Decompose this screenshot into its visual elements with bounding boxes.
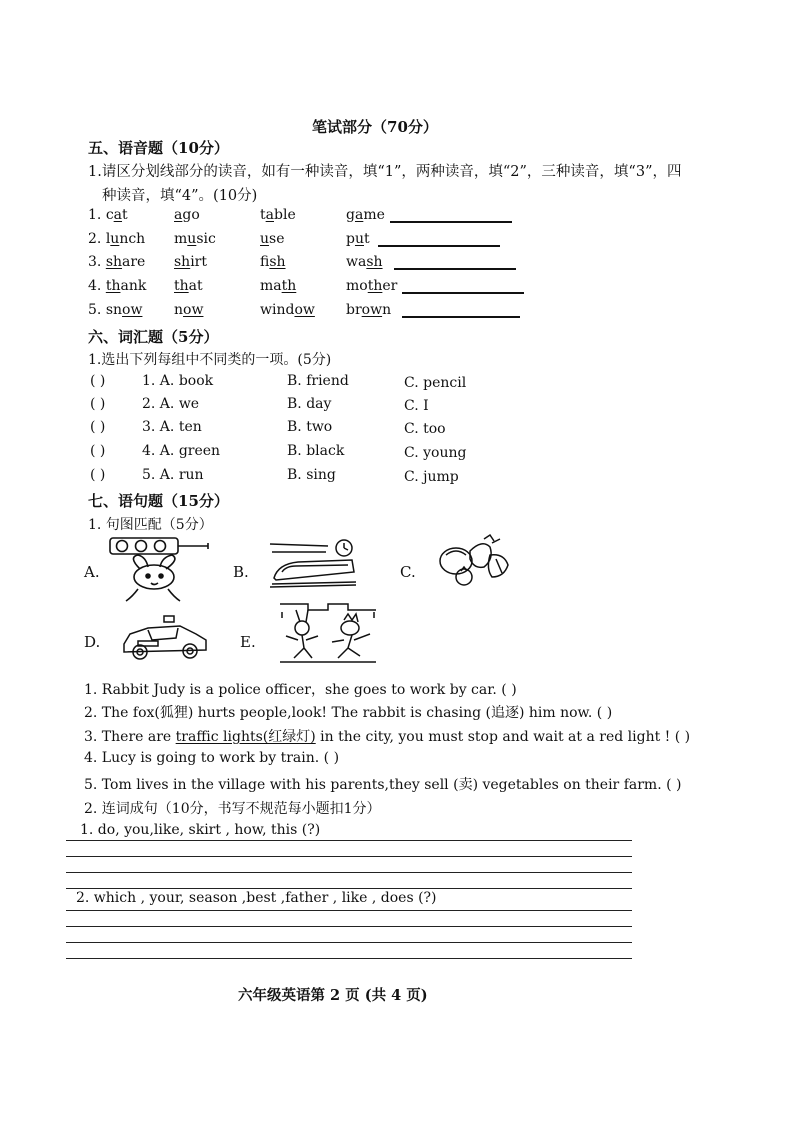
page-footer: 六年级英语第 2 页 (共 4 页) bbox=[238, 987, 428, 1004]
phonics-word: 1. cat bbox=[88, 207, 128, 223]
picture-d-police-car bbox=[118, 614, 210, 664]
answer-line bbox=[66, 942, 632, 943]
page-title: 笔试部分（70分） bbox=[312, 118, 438, 136]
phonics-word: 3. share bbox=[88, 254, 146, 270]
phonics-word: music bbox=[174, 231, 216, 247]
answer-line bbox=[66, 958, 632, 959]
phonics-word: wash bbox=[346, 254, 383, 270]
vocab-option-b: B. day bbox=[287, 396, 332, 412]
match-sentence-2: 2. The fox(狐狸) hurts people,look! The rabbit is chasing (追逐) him now. ( ) bbox=[84, 705, 613, 721]
phonics-word: brown bbox=[346, 302, 392, 318]
answer-line bbox=[66, 910, 632, 911]
match-sentence-3: 3. There are traffic lights(红绿灯) in the city, you must stop and wait at a red light ! ( ) bbox=[84, 729, 691, 745]
answer-paren[interactable]: ( ) bbox=[90, 443, 106, 459]
section7-heading: 七、语句题（15分） bbox=[88, 492, 229, 510]
answer-line bbox=[66, 926, 632, 927]
picture-a-traffic-light-rabbit bbox=[108, 535, 218, 605]
picture-label-a: A. bbox=[84, 563, 100, 581]
vocab-option-a: 1. A. book bbox=[142, 373, 214, 389]
section7-sub1: 1. 句图匹配（5分） bbox=[88, 517, 213, 533]
picture-e-rabbit-chasing-fox bbox=[278, 600, 378, 666]
section6-instruction: 1.选出下列每组中不同类的一项。(5分) bbox=[88, 352, 332, 368]
picture-label-e: E. bbox=[240, 633, 256, 651]
phonics-word: put bbox=[346, 231, 370, 247]
vocab-option-c: C. too bbox=[404, 421, 446, 437]
phonics-word: 2. lunch bbox=[88, 231, 146, 247]
phonics-word: table bbox=[260, 207, 296, 223]
phonics-answer-blank[interactable] bbox=[402, 316, 520, 318]
phonics-answer-blank[interactable] bbox=[390, 221, 512, 223]
vocab-option-a: 2. A. we bbox=[142, 396, 200, 412]
phonics-answer-blank[interactable] bbox=[394, 268, 516, 270]
phonics-word: window bbox=[260, 302, 315, 318]
vocab-option-b: B. sing bbox=[287, 467, 336, 483]
answer-paren[interactable]: ( ) bbox=[90, 396, 106, 412]
vocab-option-b: B. friend bbox=[287, 373, 349, 389]
word-order-question-2: 2. which , your, season ,best ,father , like , does (?) bbox=[76, 890, 437, 906]
answer-paren[interactable]: ( ) bbox=[90, 467, 106, 483]
vocab-option-a: 5. A. run bbox=[142, 467, 204, 483]
picture-b-train-clock bbox=[268, 538, 358, 588]
phonics-answer-blank[interactable] bbox=[402, 292, 524, 294]
vocab-option-c: C. jump bbox=[404, 469, 459, 485]
word-order-question-1: 1. do, you,like, skirt , how, this (?) bbox=[80, 822, 321, 838]
answer-line bbox=[66, 840, 632, 841]
phonics-word: 5. snow bbox=[88, 302, 143, 318]
phonics-word: math bbox=[260, 278, 297, 294]
section5-instruction-line2: 种读音，填“4”。(10分) bbox=[102, 188, 258, 204]
answer-line bbox=[66, 856, 632, 857]
vocab-option-c: C. I bbox=[404, 398, 429, 414]
phonics-word: now bbox=[174, 302, 204, 318]
phonics-word: mother bbox=[346, 278, 398, 294]
vocab-option-c: C. pencil bbox=[404, 375, 467, 391]
phonics-word: use bbox=[260, 231, 285, 247]
match-sentence-1: 1. Rabbit Judy is a police officer，she goes to work by car. ( ) bbox=[84, 682, 517, 698]
answer-line bbox=[66, 888, 632, 889]
picture-label-d: D. bbox=[84, 633, 101, 651]
phonics-answer-blank[interactable] bbox=[378, 245, 500, 247]
phonics-word: fish bbox=[260, 254, 286, 270]
phonics-word: 4. thank bbox=[88, 278, 147, 294]
section5-heading: 五、语音题（10分） bbox=[88, 139, 229, 157]
phonics-word: shirt bbox=[174, 254, 207, 270]
answer-paren[interactable]: ( ) bbox=[90, 419, 106, 435]
match-sentence-5: 5. Tom lives in the village with his parents,they sell (卖) vegetables on their farm. ( ) bbox=[84, 777, 682, 793]
section5-instruction-line1: 1.请区分划线部分的读音，如有一种读音，填“1”，两种读音，填“2”，三种读音，填“3”，四 bbox=[88, 164, 682, 180]
phonics-word: that bbox=[174, 278, 203, 294]
section6-heading: 六、词汇题（5分） bbox=[88, 328, 219, 346]
answer-line bbox=[66, 872, 632, 873]
vocab-option-a: 4. A. green bbox=[142, 443, 221, 459]
match-sentence-4: 4. Lucy is going to work by train. ( ) bbox=[84, 750, 340, 766]
vocab-option-b: B. two bbox=[287, 419, 333, 435]
picture-label-c: C. bbox=[400, 563, 416, 581]
vocab-option-b: B. black bbox=[287, 443, 345, 459]
picture-label-b: B. bbox=[233, 563, 249, 581]
vocab-option-a: 3. A. ten bbox=[142, 419, 202, 435]
picture-c-vegetables bbox=[434, 533, 518, 589]
vocab-option-c: C. young bbox=[404, 445, 467, 461]
answer-paren[interactable]: ( ) bbox=[90, 373, 106, 389]
phonics-word: game bbox=[346, 207, 385, 223]
phonics-word: ago bbox=[174, 207, 200, 223]
section7-sub2: 2. 连词成句（10分，书写不规范每小题扣1分） bbox=[84, 801, 381, 817]
